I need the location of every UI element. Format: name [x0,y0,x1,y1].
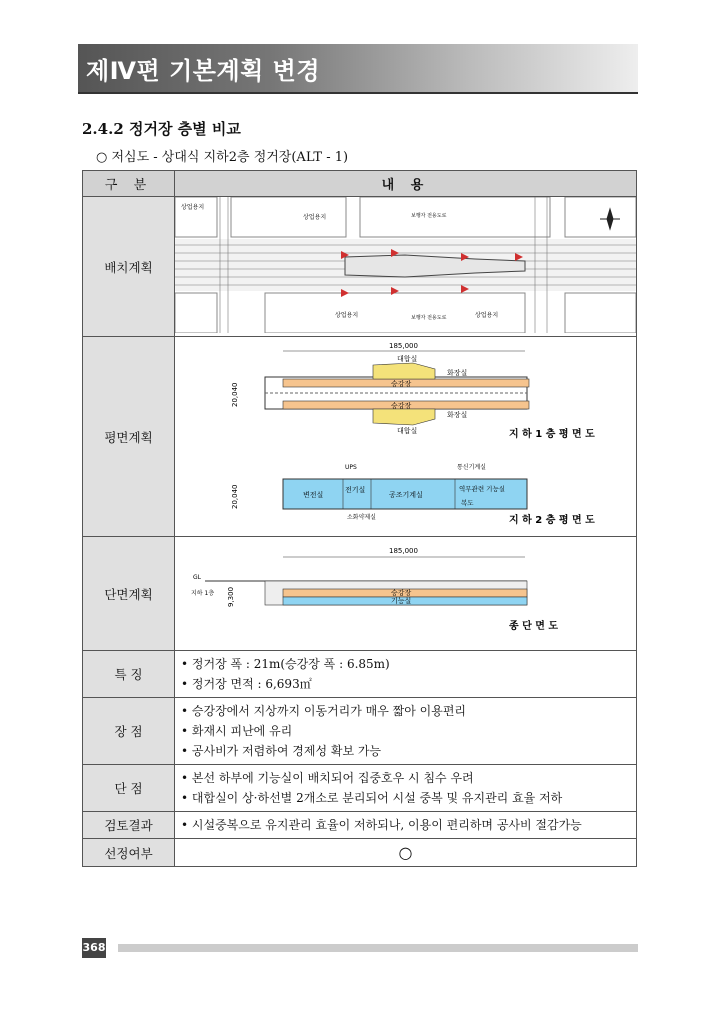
plan-figure [175,337,637,537]
comparison-table [82,170,637,867]
b1-caption: 지 하 1 층 평 면 도 [509,429,595,440]
pro-item-3: • 공사비가 저렴하여 경제성 확보 가능 [181,741,630,761]
row-label-section: 단면계획 [83,537,175,651]
layout-drawing [175,197,636,333]
b2-ups: UPS [345,464,357,471]
b1-platform-bot: 승강장 [391,402,412,410]
selection-mark: ○ [175,839,637,867]
b2-corridor: 복도 [461,499,474,507]
b1-concourse-top: 대합실 [397,355,418,363]
pro-item-2: • 화재시 피난에 유리 [181,721,630,741]
section-caption: 종 단 면 도 [509,621,559,632]
pro-item-1: • 승강장에서 지상까지 이동거리가 매우 짧아 이용편리 [181,701,630,721]
layout-figure [175,197,637,337]
b2-office: 역무관련 기능실 [459,485,506,493]
section-gl: GL [193,574,201,581]
feature-item-1: • 정거장 폭 : 21m(승강장 폭 : 6.85m) [181,654,630,674]
row-label-layout: 배치계획 [83,197,175,337]
section-function-room: 기능실 [391,597,412,605]
row-label-cons: 단 점 [83,765,175,812]
plan-drawing [175,337,636,533]
layout-label-2: 상업용지 [303,214,327,221]
b2-sub: 변전실 [303,491,324,499]
layout-label-6: 상업용지 [475,312,499,319]
b2-telecom: 통신기계실 [457,464,486,471]
section-depth: 9,300 [227,586,235,607]
row-label-pros: 장 점 [83,698,175,765]
b1-toilet-top: 화장실 [447,369,468,377]
b1-toilet-bot: 화장실 [447,411,468,419]
pros-list [175,698,637,765]
review-list [175,812,637,839]
b1-platform-top: 승강장 [391,380,412,388]
row-label-features: 특 징 [83,651,175,698]
section-drawing [175,537,636,647]
feature-item-2: • 정거장 면적 : 6,693㎡ [181,674,630,694]
section-figure [175,537,637,651]
section-dim-top: 185,000 [389,547,418,555]
b2-elec: 전기실 [345,486,366,494]
layout-label-5: 보행자 전용도로 [411,315,447,321]
row-label-review: 검토결과 [83,812,175,839]
b2-aircon: 공조기계실 [389,491,423,499]
section-platform: 승강장 [391,589,412,597]
row-label-plan: 평면계획 [83,337,175,537]
layout-label-3: 보행자 전용도로 [411,213,447,219]
b2-caption: 지 하 2 층 평 면 도 [509,515,595,526]
col-label-header: 구 분 [83,171,175,197]
b1-concourse-bot: 대합실 [397,427,418,435]
layout-label-1: 상업용지 [181,204,205,211]
features-list [175,651,637,698]
col-content-header: 내 용 [175,171,637,197]
chapter-title: 제Ⅳ편 기본계획 변경 [86,57,321,85]
plan-dim-side1: 20,040 [231,382,239,407]
footer-bar [118,944,638,952]
b2-fire: 소화약제실 [347,514,376,521]
con-item-2: • 대합실이 상·하선별 2개소로 분리되어 시설 중복 및 유지관리 효율 저하 [181,788,630,808]
review-item-1: • 시설중복으로 유지관리 효율이 저하되나, 이용이 편리하며 공사비 절감가능 [181,815,630,835]
row-label-selection: 선정여부 [83,839,175,867]
section-subtitle: ○ 저심도 - 상대식 지하2층 정거장(ALT - 1) [96,150,349,165]
section-level: 지하 1층 [191,590,215,597]
plan-dim-top: 185,000 [389,342,418,350]
con-item-1: • 본선 하부에 기능실이 배치되어 집중호우 시 침수 우려 [181,768,630,788]
plan-dim-side2: 20,040 [231,484,239,509]
cons-list [175,765,637,812]
layout-label-4: 상업용지 [335,312,359,319]
section-title: 2.4.2 정거장 층별 비교 [82,120,241,138]
header-divider [78,92,638,94]
page-number: 368 [82,938,106,958]
